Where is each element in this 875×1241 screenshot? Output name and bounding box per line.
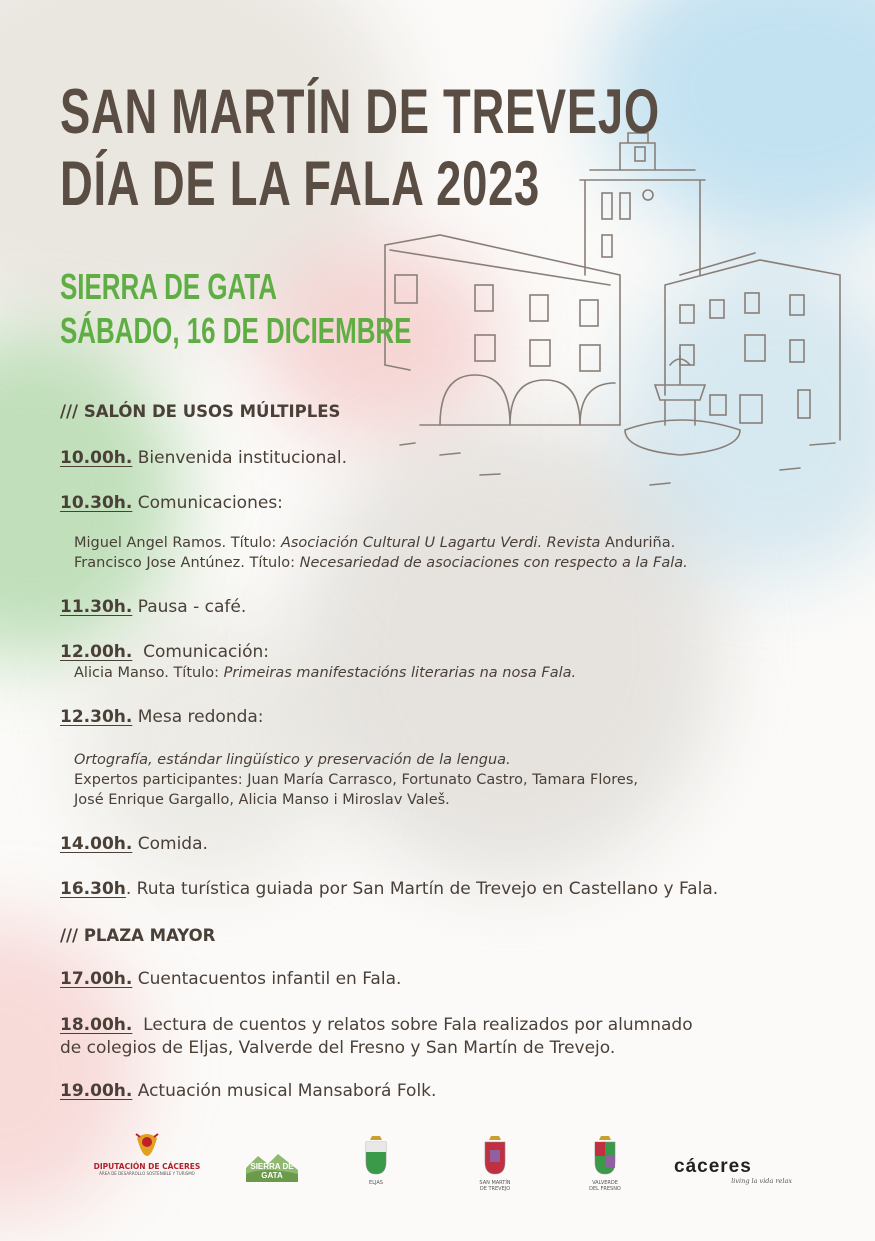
schedule-item [60, 707, 264, 727]
schedule-text: Pausa - café. [132, 597, 247, 617]
section-heading-plaza: /// PLAZA MAYOR [60, 926, 216, 945]
schedule-time: 14.00h. [60, 834, 133, 854]
sierra-de-gata-logo [244, 1148, 300, 1186]
detail-italic: Ortografía, estándar lingüístico y preservación de la lengua. [74, 752, 511, 768]
detail-text: Alicia Manso. Título: [74, 665, 224, 681]
section-heading-salon: /// SALÓN DE USOS MÚLTIPLES [60, 402, 341, 421]
valverde-label: VALVERDE DEL FRESNO [589, 1180, 621, 1192]
schedule-item [60, 1081, 436, 1101]
schedule-text: Actuación musical Mansaborá Folk. [132, 1081, 437, 1101]
schedule-detail [74, 533, 688, 573]
schedule-item [60, 493, 283, 513]
schedule-item [60, 448, 347, 468]
schedule-item [60, 834, 208, 854]
eljas-label: ELJAS [369, 1180, 383, 1186]
schedule-text: . Ruta turística guiada por San Martín de Trevejo en Castellano y Fala. [125, 879, 719, 899]
schedule-time: 19.00h. [60, 1081, 133, 1101]
schedule-time: 10.00h. [60, 448, 133, 468]
schedule-time: 18.00h. [60, 1015, 133, 1035]
schedule-item [60, 1015, 693, 1035]
schedule-time: 17.00h. [60, 969, 133, 989]
caceres-logo [674, 1157, 794, 1185]
shield-icon [362, 1134, 390, 1176]
detail-text: Francisco Jose Antúnez. Título: [74, 555, 300, 571]
sierra-logo-text: SIERRA DE GATA [250, 1162, 294, 1180]
schedule-item [60, 597, 246, 617]
subtitle-line-2: SÁBADO, 16 DE DICIEMBRE [60, 310, 412, 351]
schedule-item [60, 642, 269, 662]
shield-icon [478, 1134, 512, 1176]
schedule-time: 12.00h. [60, 642, 133, 662]
detail-text: Anduriña. [600, 535, 676, 551]
detail-italic: Necesariedad de asociaciones con respecto a la Fala. [299, 555, 688, 571]
schedule-text: Bienvenida institucional. [132, 448, 347, 468]
san-martin-coat-of-arms [478, 1134, 512, 1192]
schedule-time: 12.30h. [60, 707, 133, 727]
schedule-item [60, 969, 401, 989]
title-line-1: SAN MARTÍN DE TREVEJO [60, 77, 660, 147]
caceres-tagline: living la vida relax [731, 1177, 792, 1185]
eljas-coat-of-arms [362, 1134, 390, 1186]
shield-icon [588, 1134, 622, 1176]
detail-text: Miguel Angel Ramos. Título: [74, 535, 281, 551]
schedule-time: 11.30h. [60, 597, 133, 617]
detail-italic: Asociación Cultural U Lagartu Verdi. Revista [280, 535, 601, 551]
schedule-item [60, 879, 718, 899]
schedule-time: 16.30h [60, 879, 126, 899]
detail-text: Expertos participantes: Juan María Carrasco, Fortunato Castro, Tamara Flores, [74, 772, 638, 788]
detail-italic: Primeiras manifestacións literarias na nosa Fala. [223, 665, 577, 681]
caceres-wordmark: cáceres [674, 1156, 752, 1177]
schedule-text: Cuentacuentos infantil en Fala. [132, 969, 402, 989]
diputacion-subtitle: ÁREA DE DESARROLLO SOSTENIBLE Y TURISMO [99, 1171, 195, 1176]
schedule-time: 10.30h. [60, 493, 133, 513]
diputacion-name: DIPUTACIÓN DE CÁCERES [93, 1162, 201, 1171]
schedule-text: Comida. [132, 834, 208, 854]
schedule-text: Lectura de cuentos y relatos sobre Fala realizados por alumnado [132, 1015, 693, 1035]
subtitle-line-1: SIERRA DE GATA [60, 266, 277, 307]
diputacion-emblem-icon [92, 1128, 202, 1158]
schedule-detail [74, 750, 638, 810]
schedule-text: Mesa redonda: [132, 707, 264, 727]
schedule-item-continuation: de colegios de Eljas, Valverde del Fresno y San Martín de Trevejo. [60, 1038, 616, 1058]
valverde-coat-of-arms [588, 1134, 622, 1192]
san-martin-label: SAN MARTÍN DE TREVEJO [479, 1180, 511, 1192]
diputacion-logo [92, 1128, 202, 1177]
schedule-text: Comunicaciones: [132, 493, 283, 513]
schedule-text: Comunicación: [132, 642, 269, 662]
schedule-detail [74, 663, 576, 683]
detail-text: José Enrique Gargallo, Alicia Manso i Miroslav Valeš. [74, 792, 450, 808]
title-line-2: DÍA DE LA FALA 2023 [60, 149, 540, 219]
